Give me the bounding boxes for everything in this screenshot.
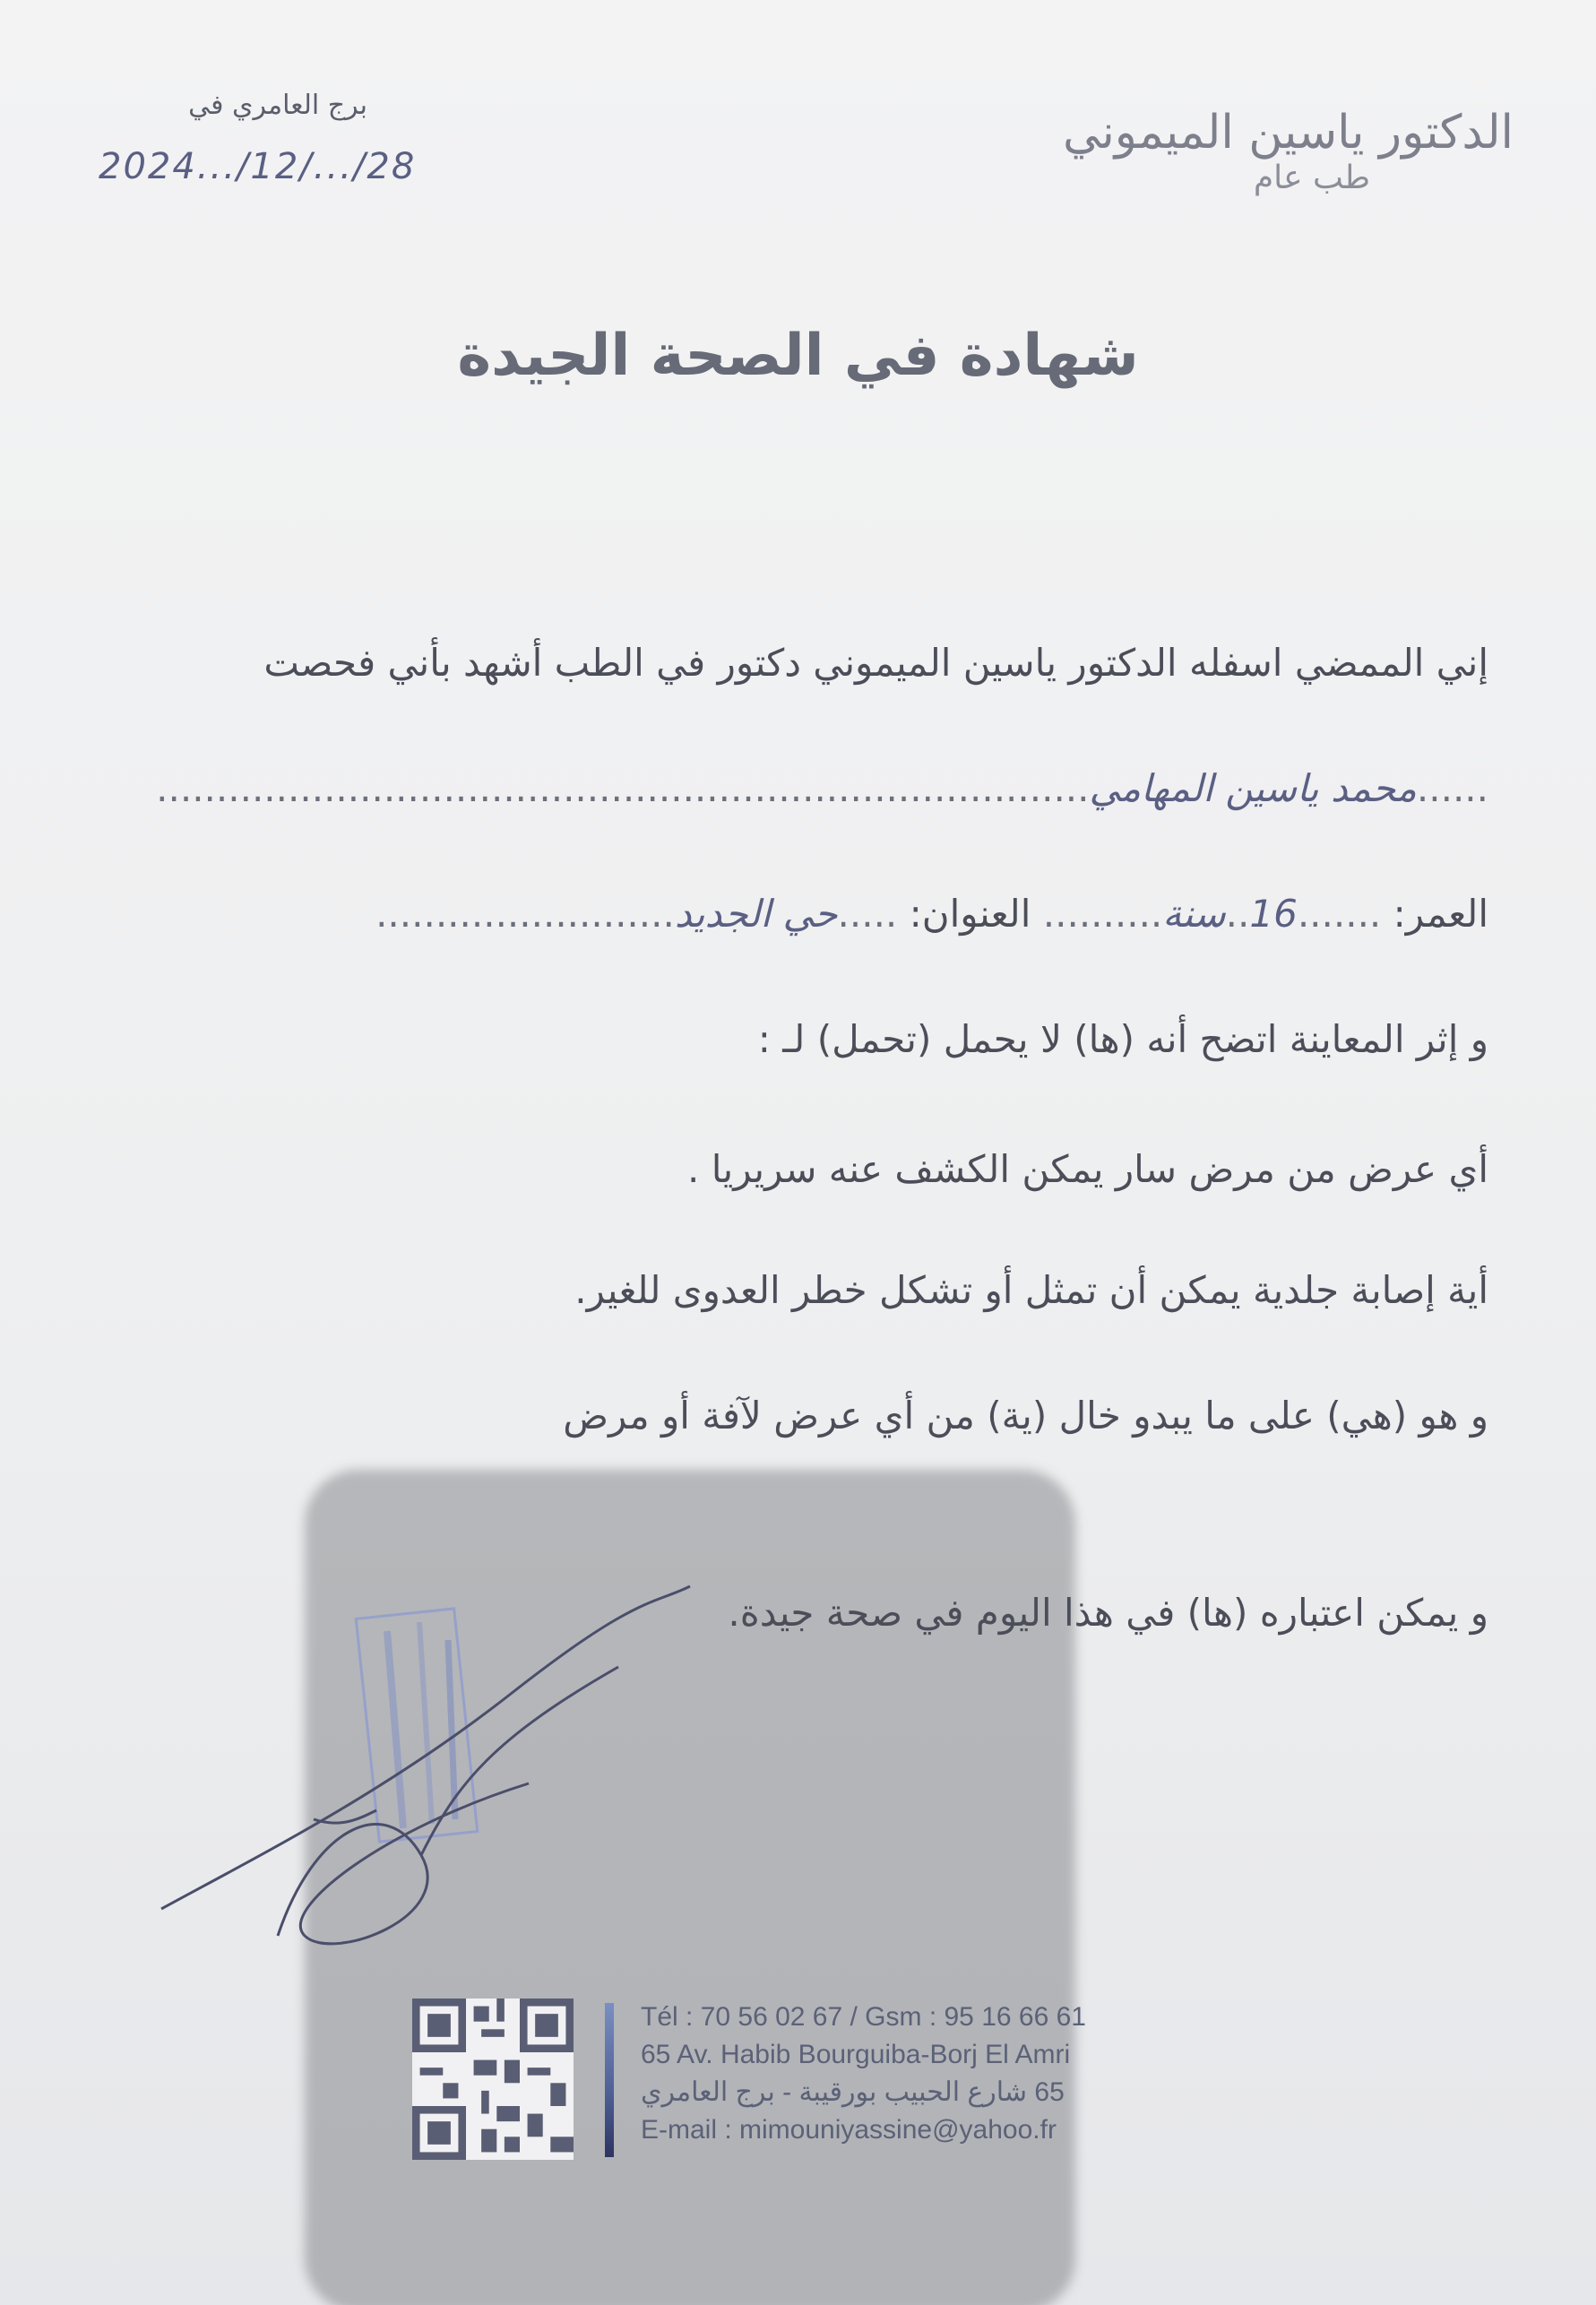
address-french: 65 Av. Habib Bourguiba-Borj El Amri	[641, 2040, 1071, 2069]
document-title: شهادة في الصحة الجيدة	[457, 323, 1139, 389]
stamp-mark	[356, 1609, 478, 1842]
signature-and-stamp	[152, 1559, 833, 2007]
email-address: E-mail : mimouniyassine@yahoo.fr	[641, 2115, 1057, 2145]
letterhead-footer	[412, 1999, 1308, 2178]
body-line-intro: إني الممضي اسفله الدكتور ياسين الميموني دكتور في الطب أشهد بأني فحصت	[263, 641, 1488, 685]
age-value: 16	[1249, 892, 1298, 936]
issue-date: 2024.../12/.../28	[99, 146, 417, 187]
phone-numbers: Tél : 70 56 02 67 / Gsm : 95 16 66 61	[641, 2002, 1086, 2032]
place-label: برج العامري في	[188, 90, 367, 121]
doctor-name: الدكتور ياسين الميموني	[1062, 106, 1514, 160]
age-unit: سنة	[1162, 892, 1226, 936]
address-arabic: 65 شارع الحبيب بورقيبة - برج العامري	[641, 2077, 1065, 2107]
body-line-exam: و إثر المعاينة اتضح أنه (ها) لا يحمل (تحمل) لـ :	[757, 1017, 1488, 1061]
age-address-line: العمر: .......16..سنة.......... العنوان: .....حي الجديد.........................	[375, 892, 1488, 936]
patient-name: محمد ياسين المهامي	[1089, 766, 1417, 810]
letterhead	[1063, 106, 1514, 196]
doctor-specialty: طب عام	[1253, 160, 1370, 196]
address-label: العنوان:	[909, 892, 1031, 936]
body-line-conclusion: و يمكن اعتباره (ها) في هذا اليوم في صحة جيدة.	[728, 1591, 1488, 1635]
address-value: حي الجديد	[674, 892, 838, 936]
body-line-skin: أية إصابة جلدية يمكن أن تمثل أو تشكل خطر العدوى للغير.	[574, 1268, 1488, 1312]
qr-code-icon	[412, 1999, 574, 2160]
place-and-date	[99, 90, 417, 187]
body-line-disease: أي عرض من مرض سار يمكن الكشف عنه سريريا .	[687, 1147, 1488, 1191]
age-label: العمر:	[1393, 892, 1488, 936]
contact-block	[641, 1999, 1086, 2149]
patient-name-line: ......محمد ياسين المهامي..............................................................................	[156, 766, 1488, 810]
body-line-symptoms: و هو (هي) على ما يبدو خال (ية) من أي عرض لآفة أو مرض	[563, 1394, 1488, 1437]
footer-accent-bar	[605, 2003, 614, 2157]
